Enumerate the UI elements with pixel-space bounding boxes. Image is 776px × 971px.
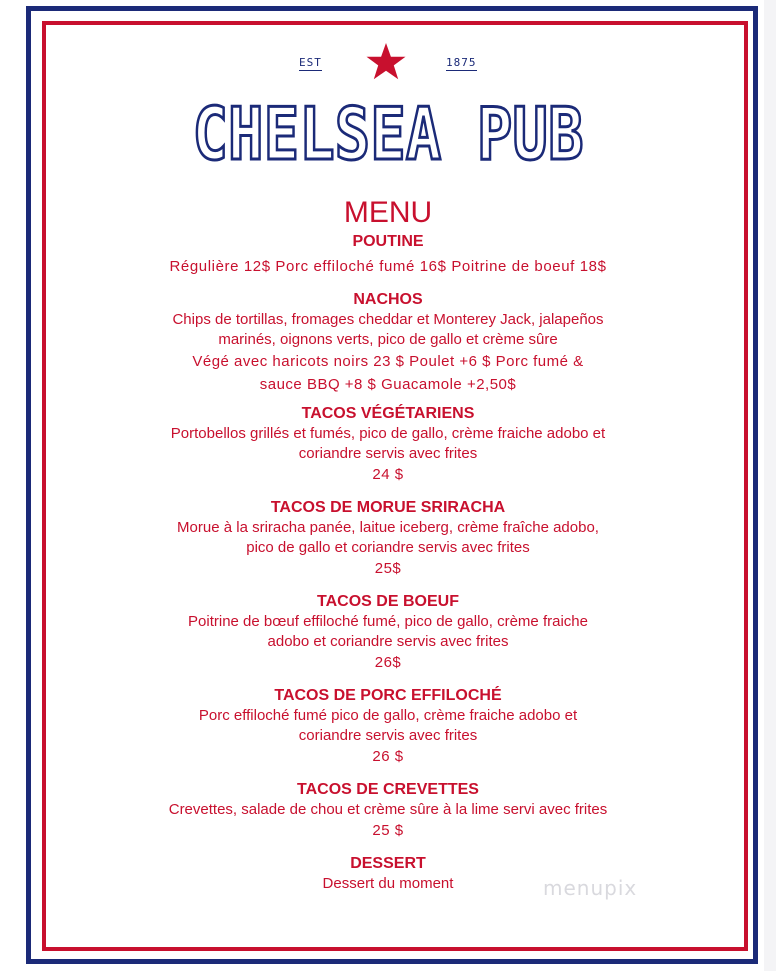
section-prices: Régulière 12$ Porc effiloché fumé 16$ Poitrine de boeuf 18$ <box>169 258 607 275</box>
section-description: Crevettes, salade de chou et crème sûre à la lime servi avec frites <box>168 801 608 818</box>
section-title: TACOS VÉGÉTARIENS <box>301 405 475 422</box>
section-description: Morue à la sriracha panée, laitue iceberg, crème fraîche adobo, <box>177 519 599 536</box>
est-label: EST <box>299 56 322 69</box>
section-options: Végé avec haricots noirs 23 $ Poulet +6 $ Porc fumé & <box>192 353 584 370</box>
section-tacos-crevettes <box>80 780 696 842</box>
section-price: 25$ <box>374 560 402 577</box>
section-description: coriandre servis avec frites <box>298 727 478 744</box>
section-description: Porc effiloché fumé pico de gallo, crème fraiche adobo et <box>198 707 578 724</box>
section-description: Poitrine de bœuf effiloché fumé, pico de gallo, crème fraiche <box>188 613 588 630</box>
section-tacos-morue <box>80 498 696 580</box>
page-edge <box>764 0 776 971</box>
section-title: TACOS DE PORC EFFILOCHÉ <box>274 687 502 704</box>
section-title: TACOS DE BOEUF <box>317 593 459 610</box>
section-description: pico de gallo et coriandre servis avec frites <box>246 539 530 556</box>
section-title: NACHOS <box>353 291 423 308</box>
section-description: Portobellos grillés et fumés, pico de gallo, crème fraiche adobo et <box>170 425 606 442</box>
menu-title: MENU <box>343 196 433 229</box>
section-options: sauce BBQ +8 $ Guacamole +2,50$ <box>259 376 517 393</box>
section-description: coriandre servis avec frites <box>298 445 478 462</box>
watermark: menupix <box>543 876 638 900</box>
section-title: TACOS DE CREVETTES <box>297 781 479 798</box>
section-poutine <box>80 232 696 278</box>
section-tacos-boeuf <box>80 592 696 674</box>
section-description: Chips de tortillas, fromages cheddar et Monterey Jack, jalapeños <box>172 311 604 328</box>
section-tacos-porc <box>80 686 696 768</box>
section-tacos-vegetariens <box>80 404 696 486</box>
est-row <box>0 42 776 82</box>
star-icon <box>358 42 414 82</box>
menu-content <box>80 232 696 894</box>
section-price: 24 $ <box>372 466 404 483</box>
section-description: adobo et coriandre servis avec frites <box>267 633 509 650</box>
section-price: 25 $ <box>372 822 404 839</box>
pub-name: CHELSEA PUB <box>192 92 584 176</box>
section-price: 26 $ <box>372 748 404 765</box>
section-title: DESSERT <box>350 855 426 872</box>
est-year: 1875 <box>446 56 477 69</box>
section-nachos <box>80 290 696 396</box>
section-description: marinés, oignons verts, pico de gallo et crème sûre <box>218 331 558 348</box>
section-price: 26$ <box>374 654 402 671</box>
section-title: POUTINE <box>352 233 424 250</box>
section-title: TACOS DE MORUE SRIRACHA <box>270 499 506 516</box>
section-description: Dessert du moment <box>322 875 454 892</box>
